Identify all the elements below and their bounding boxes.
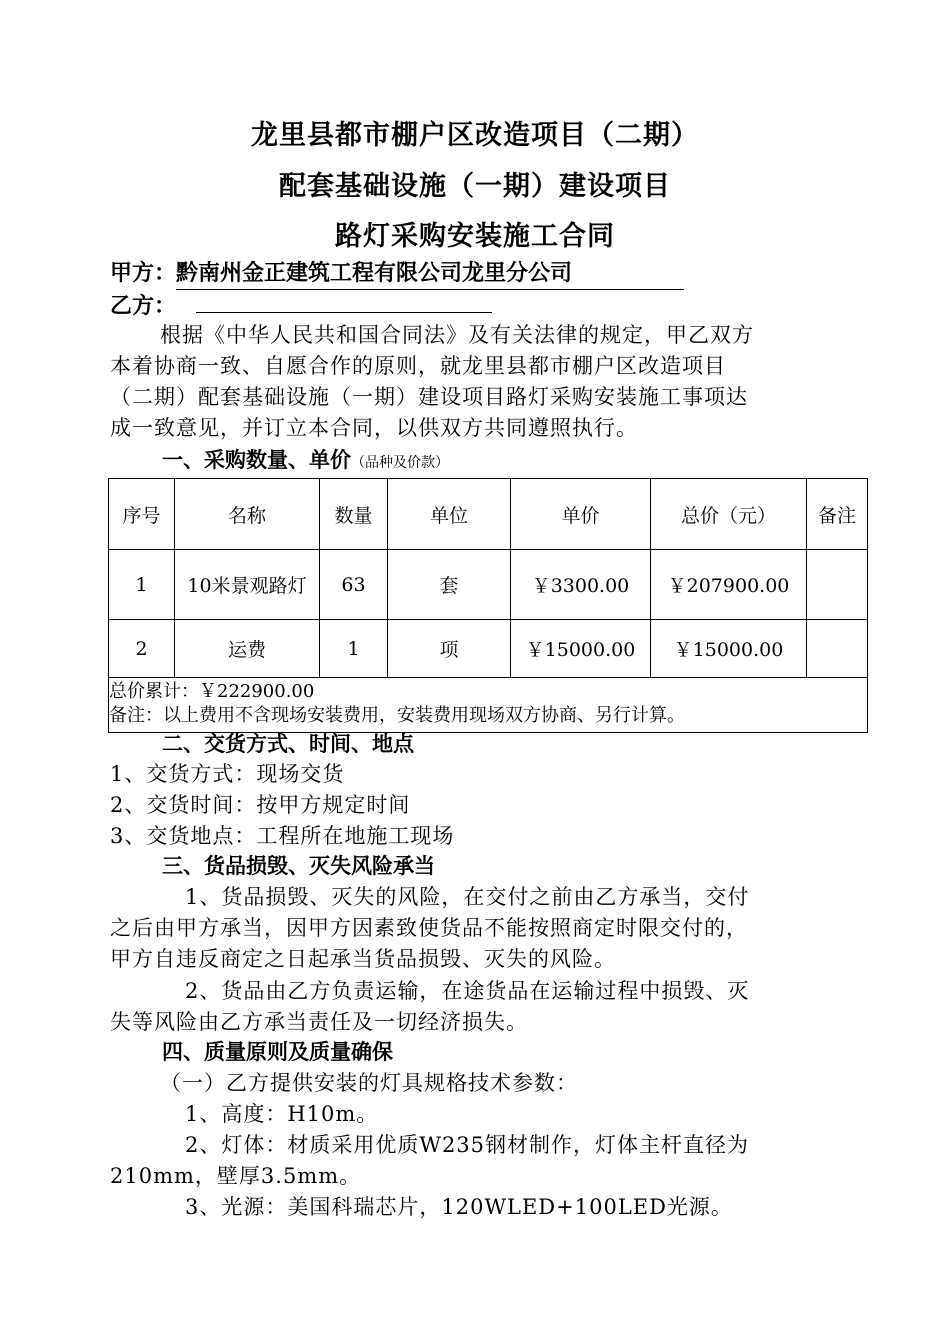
risk-line: 之后由甲方承当，因甲方因素致使货品不能按照商定时限交付的， (110, 916, 748, 940)
risk-line: 2、货品由乙方负责运输，在途货品在运输过程中损毁、灭 (185, 979, 750, 1003)
table-cell (807, 550, 868, 620)
intro-line: 根据《中华人民共和国合同法》及有关法律的规定，甲乙双方 (160, 323, 754, 347)
spec-item: 2、灯体：材质采用优质W235钢材制作，灯体主杆直径为 (185, 1133, 750, 1157)
spec-item: 3、光源：美国科瑞芯片，120WLED+100LED光源。 (185, 1195, 733, 1219)
table-cell: 套 (388, 550, 511, 620)
intro-line: （二期）配套基础设施（一期）建设项目路灯采购安装施工事项达 (110, 385, 748, 409)
section-2-title: 二、交货方式、时间、地点 (162, 732, 414, 756)
risk-line: 甲方自违反商定之日起承当货品损毁、灭失的风险。 (110, 947, 616, 971)
table-cell: ￥15000.00 (511, 620, 651, 678)
table-cell: 1 (109, 550, 175, 620)
party-b-name (196, 290, 492, 313)
table-cell: 1 (320, 620, 388, 678)
table-cell (807, 620, 868, 678)
table-cell: ￥15000.00 (651, 620, 807, 678)
table-remark: 备注：以上费用不含现场安装费用，安装费用现场双方协商、另行计算。 (109, 705, 685, 726)
section-1-note: （品种及价款） (351, 455, 449, 471)
table-cell: 项 (388, 620, 511, 678)
section-4-title: 四、质量原则及质量确保 (162, 1040, 393, 1064)
risk-line: 失等风险由乙方承当责任及一切经济损失。 (110, 1010, 528, 1034)
table-header-row (109, 479, 868, 550)
spec-subtitle: （一）乙方提供安装的灯具规格技术参数： (160, 1071, 578, 1095)
section-1-title: 一、采购数量、单价 (162, 448, 351, 472)
table-footer-row (109, 678, 868, 733)
risk-line: 1、货品损毁、灭失的风险，在交付之前由乙方承当，交付 (185, 885, 750, 909)
table-cell: 63 (320, 550, 388, 620)
party-a-name: 黔南州金正建筑工程有限公司龙里分公司 (176, 259, 684, 290)
delivery-item: 1、交货方式：现场交货 (110, 762, 345, 786)
table-cell: 10米景观路灯 (175, 550, 320, 620)
header-cell: 备注 (807, 479, 868, 550)
header-cell: 单位 (388, 479, 511, 550)
party-b-label: 乙方： (110, 294, 177, 319)
table-row (109, 550, 868, 620)
title-line-2: 配套基础设施（一期）建设项目 (279, 171, 671, 202)
title-line-3: 路灯采购安装施工合同 (335, 221, 615, 252)
table-cell: 2 (109, 620, 175, 678)
section-3-title: 三、货品损毁、灭失风险承当 (162, 854, 435, 878)
header-cell: 单价 (511, 479, 651, 550)
table-cell: ￥3300.00 (511, 550, 651, 620)
table-cell: 运费 (175, 620, 320, 678)
table-footer (109, 678, 868, 733)
table-row (109, 620, 868, 678)
table-total: 总价累计：￥222900.00 (109, 681, 315, 702)
table-cell: ￥207900.00 (651, 550, 807, 620)
section-1-heading (162, 445, 449, 478)
party-a (110, 259, 684, 290)
header-cell: 数量 (320, 479, 388, 550)
spec-item: 210mm，壁厚3.5mm。 (110, 1164, 362, 1188)
delivery-item: 3、交货地点：工程所在地施工现场 (110, 824, 455, 848)
delivery-item: 2、交货时间：按甲方规定时间 (110, 793, 411, 817)
intro-line: 成一致意见，并订立本合同，以供双方共同遵照执行。 (110, 416, 638, 440)
header-cell: 名称 (175, 479, 320, 550)
header-cell: 序号 (109, 479, 175, 550)
party-b (110, 290, 492, 322)
party-a-label: 甲方： (110, 261, 177, 286)
price-table (108, 478, 868, 733)
title-line-1: 龙里县都市棚户区改造项目（二期） (251, 120, 699, 151)
intro-line: 本着协商一致、自愿合作的原则，就龙里县都市棚户区改造项目 (110, 354, 726, 378)
header-cell: 总价（元） (651, 479, 807, 550)
spec-item: 1、高度：H10m。 (185, 1102, 379, 1126)
